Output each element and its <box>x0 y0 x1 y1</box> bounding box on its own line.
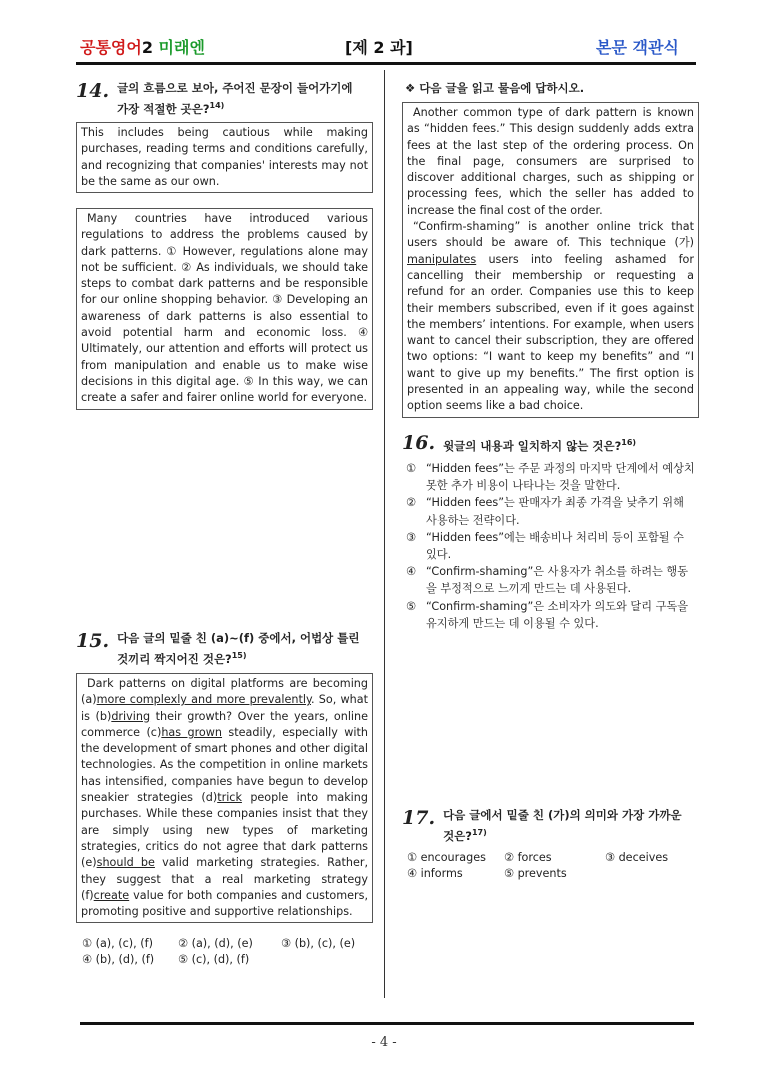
option[interactable]: ① encourages <box>407 851 486 864</box>
option[interactable]: ⑤ (c), (d), (f) <box>178 953 250 966</box>
option[interactable]: ③ deceives <box>605 851 669 864</box>
passage-box: Another common type of dark pattern is known as “hidden fees.” This design suddenly adds extra fees at the last step of the ordering process. On the final page, consumers are surprised to discover additional charges, such as shipping or processing fees, which the seller has added to increase the final cost of the order. “Confirm-shaming” is another online trick that users should be aware of. This technique (가) manipulates users into feeling ashamed for cancelling their membership or requesting a refund for an order. Companies use this to keep their members subscribed, even if it goes against the members’ intentions. For example, when users want to cancel their subscription, they are offered two options: “I want to keep my benefits” and “I want to give up my benefits.” The first option is presented in an appealing way, while the second option seems like a bad choice. <box>402 102 699 418</box>
answer-options <box>407 850 697 882</box>
option[interactable]: ① (a), (c), (f) <box>82 937 153 950</box>
question-number: 15. <box>76 630 110 652</box>
option[interactable]: ② (a), (d), (e) <box>178 937 253 950</box>
question-16 <box>402 432 702 457</box>
answer-options <box>82 936 377 968</box>
option[interactable]: ③ “Hidden fees”에는 배송비나 처리비 등이 포함될 수 있다. <box>406 530 684 562</box>
column-divider <box>384 70 385 998</box>
question-prompt: 글의 흐름으로 보아, 주어진 문장이 들어가기에 가장 적절한 곳은?$^{14)}$ <box>117 81 353 116</box>
header-divider <box>76 62 696 65</box>
option[interactable]: ③ (b), (c), (e) <box>281 937 356 950</box>
option[interactable]: ⑤ “Confirm-shaming”은 소비자가 의도와 달리 구독을 유지하게 만드는 데 이용될 수 있다. <box>406 599 689 630</box>
footer-divider <box>80 1022 694 1025</box>
option[interactable]: ⑤ prevents <box>504 867 567 880</box>
question-15 <box>76 630 376 668</box>
page-number: - 4 - <box>371 1035 397 1050</box>
textbook-title: 공통영어2 미래엔 <box>80 38 205 57</box>
question-prompt: 다음 글에서 밑줄 친 (가)의 의미와 가장 가까운 것은?$^{17)}$ <box>443 808 682 843</box>
question-number: 17. <box>402 807 436 829</box>
option[interactable]: ① “Hidden fees”는 주문 과정의 마지막 단계에서 예상치 못한 추가 비용이 나타나는 것을 말한다. <box>406 462 695 493</box>
question-number: 14. <box>76 80 110 102</box>
question-number: 16. <box>402 432 436 454</box>
answer-options <box>406 460 698 632</box>
lesson-label: [제 2 과] <box>345 38 413 57</box>
section-label: 본문 객관식 <box>596 38 679 57</box>
option[interactable]: ② “Hidden fees”는 판매자가 최종 가격을 낮추기 위해 사용하는 전략이다. <box>406 496 684 527</box>
option[interactable]: ④ (b), (d), (f) <box>82 953 155 966</box>
passage-box: Dark patterns on digital platforms are becoming (a)more complexly and more prevalently. So, what is (b)driving their growth? Over the years, online commerce (c)has grown steadily, especially with the development of smart phones and other digital technologies. As the competition in online markets has intensified, companies have begun to develop sneakier strategies (d)trick people into making purchases. While these companies insist that they are simply using new types of marketing strategies, critics do not agree that dark patterns (e)should be valid marketing strategies. Rather, they suggest that a real marketing strategy (f)create value for both companies and customers, promoting positive and supportive relationships. <box>76 673 373 923</box>
option[interactable]: ② forces <box>504 851 552 864</box>
question-prompt: 윗글의 내용과 일치하지 않는 것은?$^{16)}$ <box>443 438 637 453</box>
passage-box: Many countries have introduced various regulations to address the problems caused by dark patterns. ① However, regulations alone may not be sufficient. ② As individuals, we should take steps to combat dark patterns and be responsible for our online shopping behavior. ③ Developing an awareness of dark patterns is also essential to avoid potential harm and economic loss. ④ Ultimately, our attention and efforts will protect us from manipulation and enable us to make wise decisions in this digital age. ⑤ In this way, we can create a safer and fairer online world for everyone. <box>76 208 373 410</box>
directions: ❖ 다음 글을 읽고 물음에 답하시오. <box>405 81 585 95</box>
question-14 <box>76 80 376 118</box>
given-sentence-box: This includes being cautious while making purchases, reading terms and conditions carefully, and recognizing that companies' interests may not be the same as our own. <box>76 122 373 193</box>
question-17 <box>402 807 702 845</box>
option[interactable]: ④ “Confirm-shaming”은 사용자가 취소를 하려는 행동을 부정적으로 느끼게 만드는 데 사용된다. <box>406 565 689 596</box>
option[interactable]: ④ informs <box>407 867 463 880</box>
question-prompt: 다음 글의 밑줄 친 (a)~(f) 중에서, 어법상 틀린 것끼리 짝지어진 것은?$^{15)}$ <box>117 631 360 666</box>
